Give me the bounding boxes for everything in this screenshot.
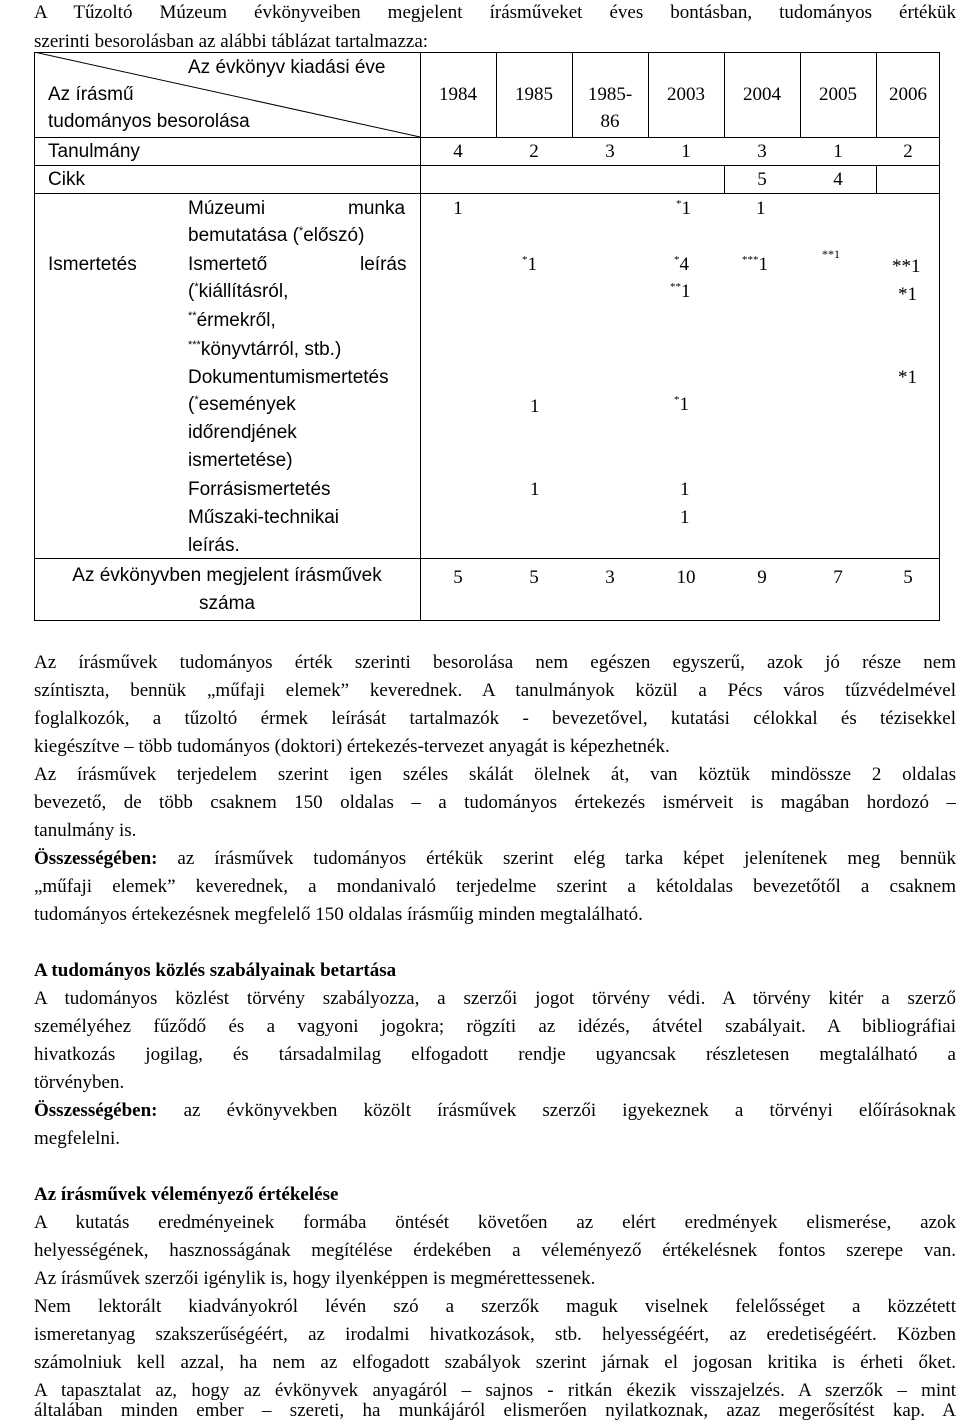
p2-line-1: Az írásművek terjedelem szerint igen széles skálát ölelnek át, van köztük mindössze 2 oldalas <box>34 764 956 785</box>
p7-line-5: általában minden ember – szereti, ha munkájáról elismerően nyilatkoznak, azaz megerősítést kap. A <box>34 1400 956 1421</box>
ismerteto-2003b: **1 <box>670 281 691 302</box>
row-label-tanulmany: Tanulmány <box>48 141 140 162</box>
forras-2003: 1 <box>680 479 690 500</box>
total-label-1: Az évkönyvben megjelent írásművek <box>72 565 382 586</box>
p7-line-3: számolniuk kell azzal, ha nem az elfogadott szabályok szerint járnak el jogosan kritika is érheti őket. <box>34 1352 956 1373</box>
intro-line-2: szerinti besorolásban az alábbi táblázat tartalmazza: <box>34 31 429 52</box>
year-1984: 1984 <box>439 84 477 105</box>
total-2004: 9 <box>757 567 767 588</box>
year-2006: 2006 <box>889 84 927 105</box>
corner-top-label: Az évkönyv kiadási éve <box>188 57 386 78</box>
year-1985-86: 1985- <box>587 84 633 105</box>
tanulmany-2005: 1 <box>833 141 843 162</box>
year-2005: 2005 <box>819 84 857 105</box>
year-1985-86-suffix: 86 <box>600 111 620 132</box>
ismerteto-2003a: *4 <box>674 254 689 275</box>
dokumentum-2006: *1 <box>898 367 917 388</box>
p5-line-1: Összességében: az évkönyvekben közölt írásművek szerzői igyekeznek a törvényi előírásoknak <box>34 1100 956 1121</box>
muszaki-label-2: leírás. <box>188 535 240 556</box>
dokumentum-label-1: Dokumentumismertetés <box>188 367 389 388</box>
tanulmany-1985: 2 <box>529 141 539 162</box>
tanulmany-1984: 4 <box>453 141 463 162</box>
total-2006: 5 <box>903 567 913 588</box>
total-1985: 5 <box>529 567 539 588</box>
ismerteto-2006b: *1 <box>898 284 917 305</box>
dokumentum-label-2: (*események <box>188 394 296 415</box>
p2-line-3: tanulmány is. <box>34 820 137 841</box>
cikk-2005: 5 <box>757 169 767 190</box>
p6-line-1: A kutatás eredményeinek formába öntését követően az elért eredmények elismerése, azok <box>34 1212 956 1233</box>
corner-bottom-label-2: tudományos besorolása <box>48 111 250 132</box>
year-1985: 1985 <box>515 84 553 105</box>
ismerteto-2004: ***1 <box>742 254 768 275</box>
p4-line-4: törvényben. <box>34 1072 125 1093</box>
ismerteto-label-1b: leírás <box>360 254 407 275</box>
p4-line-3: hivatkozás jogilag, és társadalmilag elfogadott rendje ugyancsak részletesen megtalálható a <box>34 1044 956 1065</box>
dokumentum-1985: 1 <box>530 396 540 417</box>
total-label-2: száma <box>199 593 255 614</box>
ismerteto-label-3: **érmekről, <box>188 310 276 331</box>
total-1984: 5 <box>453 567 463 588</box>
cikk-2006: 4 <box>833 169 843 190</box>
ismerteto-2005: **1 <box>822 247 840 261</box>
ismerteto-label-2: (*kiállításról, <box>188 281 289 302</box>
tanulmany-2003: 1 <box>681 141 691 162</box>
p7-line-2: ismeretanyag szakszerűségéért, az irodalmi hivatkozások, stb. helyességéért, az eredetiségéért. Közben <box>34 1324 956 1345</box>
p1-line-4: kiegészítve – több tudományos (doktori) értekezés-tervezet anyagát is képezhetnék. <box>34 736 670 757</box>
p6-line-3: Az írásművek szerzői igénylik is, hogy ilyenképpen is megmérettessenek. <box>34 1268 596 1289</box>
muzeumi-label-1b: munka <box>348 198 406 219</box>
p3-line-3: tudományos értekezésnek megfelelő 150 oldalas írásműig minden megtalálható. <box>34 904 643 925</box>
p3-line-1: Összességében: az írásművek tudományos értékük szerint elég tarka képet jelenítenek meg bennük <box>34 848 956 869</box>
p7-line-1: Nem lektorált kiadványokról lévén szó a szerzők maguk viselnek felelősséget a közzétett <box>34 1296 956 1317</box>
p4-line-1: A tudományos közlést törvény szabályozza, a szerzői jogot törvény védi. A törvény kitér a szerző <box>34 988 956 1009</box>
corner-bottom-label-1: Az írásmű <box>48 84 134 105</box>
muzeumi-2003: *1 <box>676 198 691 219</box>
muzeumi-1984: 1 <box>453 198 463 219</box>
p4-line-2: személyéhez fűződő és a vagyoni jogokra; rögzíti az idézés, átvétel szabályait. A bibliográfiai <box>34 1016 956 1037</box>
forras-1985: 1 <box>530 479 540 500</box>
ismerteto-1985: *1 <box>522 254 537 275</box>
tanulmany-1985-86: 3 <box>605 141 615 162</box>
year-2003: 2003 <box>667 84 705 105</box>
muzeumi-label-1: Múzeumi <box>188 198 266 219</box>
p1-line-1: Az írásművek tudományos érték szerinti besorolása nem egészen egyszerű, azok jó része nem <box>34 652 956 673</box>
p6-line-2: helyességének, hasznosságának megítélése érdekében a véleményező értékelésnek fontos szerepe van. <box>34 1240 956 1261</box>
p5-line-2: megfelelni. <box>34 1128 120 1149</box>
data-table <box>0 0 960 640</box>
muszaki-2003: 1 <box>680 507 690 528</box>
p7-line-4: A tapasztalat az, hogy az évkönyvek anyagáról – sajnos - ritkán ékezik visszajelzés. A szerzők – mint <box>34 1380 956 1401</box>
intro-line-1: A Tűzoltó Múzeum évkönyveiben megjelent írásműveket éves bontásban, tudományos értékük <box>34 2 956 23</box>
muzeumi-2004: 1 <box>756 198 766 219</box>
tanulmany-2006: 2 <box>903 141 913 162</box>
year-2004: 2004 <box>743 84 781 105</box>
row-label-ismertetes: Ismertetés <box>48 254 137 275</box>
p2-line-2: bevezető, de több csaknem 150 oldalas – a tudományos értekezés ismérveit is magában hordozó – <box>34 792 956 813</box>
ismerteto-label-1a: Ismertető <box>188 254 268 275</box>
section-heading-1: A tudományos közlés szabályainak betartása <box>34 960 397 981</box>
forras-label: Forrásismertetés <box>188 479 331 500</box>
row-label-cikk: Cikk <box>48 169 85 190</box>
ismerteto-2006a: **1 <box>892 256 921 277</box>
muzeumi-label-2: bemutatása (*előszó) <box>188 225 365 246</box>
section-heading-2: Az írásművek véleményező értékelése <box>34 1184 339 1205</box>
dokumentum-label-3: időrendjének <box>188 422 297 443</box>
dokumentum-label-4: ismertetése) <box>188 450 293 471</box>
p1-line-2: színtiszta, bennük „műfaji elemek” keverednek. A tanulmányok közül a Pécs város tűzvédelmével <box>34 680 956 701</box>
tanulmany-2004: 3 <box>757 141 767 162</box>
muszaki-label-1: Műszaki-technikai <box>188 507 339 528</box>
total-1985-86: 3 <box>605 567 615 588</box>
ismerteto-label-4: ***könyvtárról, stb.) <box>188 339 342 360</box>
total-2005: 7 <box>833 567 843 588</box>
p3-line-2: „műfaji elemek” keverednek, a mondanivaló terjedelme szerint a kétoldalas bevezetőtől a csaknem <box>34 876 956 897</box>
dokumentum-2003: *1 <box>674 394 689 415</box>
p1-line-3: foglalkozók, a tűzoltó érmek leírását tartalmazók - bevezetővel, kutatási célokkal és tézisekkel <box>34 708 956 729</box>
total-2003: 10 <box>676 567 696 588</box>
